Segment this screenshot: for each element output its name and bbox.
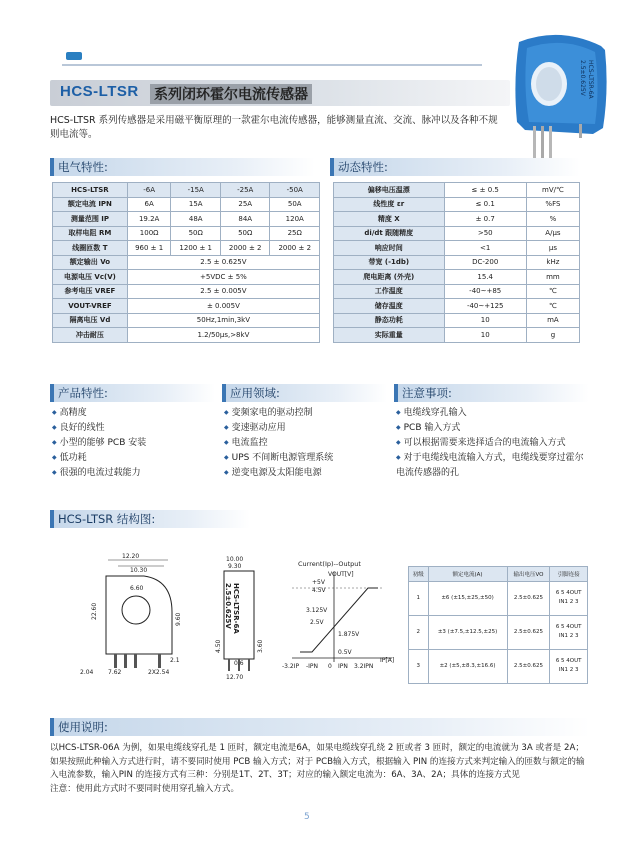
electrical-row	[53, 226, 320, 241]
graph-xtick-32ipn: 3.2IPN	[354, 663, 374, 670]
electrical-row	[53, 299, 320, 314]
dynamic-label: 实际重量	[334, 328, 445, 343]
side-label-line2: 2.5±0.625V	[224, 583, 232, 629]
dynamic-row	[334, 313, 580, 328]
dim-right-height: 9.60	[175, 612, 182, 626]
graph-xtick-negipn: -IPN	[306, 663, 319, 670]
dynamic-table	[333, 182, 580, 343]
electrical-value: 50A	[270, 197, 320, 212]
features-heading-text: 产品特性:	[58, 386, 108, 400]
features-list	[52, 406, 217, 481]
pin-row-diagram	[550, 649, 588, 683]
dynamic-row	[334, 197, 580, 212]
pin-row	[409, 615, 588, 649]
dynamic-value: DC-200	[444, 255, 526, 270]
dim-side-pin: 0.6	[234, 660, 244, 667]
electrical-row	[53, 313, 320, 328]
dynamic-value: <1	[444, 241, 526, 256]
pin-bottom-label: IN1 2 3	[558, 667, 579, 673]
electrical-row	[53, 328, 320, 343]
electrical-value: 2.5 ± 0.005V	[127, 284, 319, 299]
dynamic-unit: ℃	[526, 284, 579, 299]
pin-header-row	[409, 567, 588, 582]
dim-hole: 6.60	[130, 585, 144, 592]
dynamic-value: 15.4	[444, 270, 526, 285]
notes-heading-text: 注意事项:	[402, 386, 452, 400]
application-item: ◆ 变频家电的驱动控制	[224, 406, 389, 421]
pin-row-diagram	[550, 615, 588, 649]
electrical-row	[53, 241, 320, 256]
dynamic-heading-text: 动态特性:	[338, 160, 388, 174]
electrical-label: 冲击耐压	[53, 328, 128, 343]
pin-header-cell: 初级	[409, 567, 429, 582]
note-item: ◆ 可以根据需要来选择适合的电流输入方式	[396, 436, 586, 451]
feature-item: ◆ 低功耗	[52, 451, 217, 466]
pin-row-current: ±6 (±15,±25,±50)	[428, 581, 507, 615]
electrical-value: 120A	[270, 212, 320, 227]
header-rule	[62, 64, 482, 66]
pin-row-vout: 2.5±0.625	[507, 581, 550, 615]
dynamic-label: 工作温度	[334, 284, 445, 299]
dynamic-label: 响应时间	[334, 241, 445, 256]
electrical-value: 25Ω	[270, 226, 320, 241]
electrical-table	[52, 182, 320, 343]
electrical-row	[53, 212, 320, 227]
graph-ytick-5v: +5V	[312, 579, 325, 586]
structure-heading	[50, 510, 250, 528]
electrical-value: 6A	[127, 197, 171, 212]
product-label-line2: 2.5±0.625V	[579, 60, 586, 96]
dynamic-unit: %	[526, 212, 579, 227]
dim-pin-len: 2.1	[170, 657, 180, 664]
pin-row	[409, 649, 588, 683]
pin-bottom-label: IN1 2 3	[558, 633, 579, 639]
pin-row-number: 1	[409, 581, 429, 615]
usage-heading-text: 使用说明:	[58, 720, 108, 734]
electrical-value: 50Ω	[220, 226, 270, 241]
dynamic-label: 线性度 εr	[334, 197, 445, 212]
dynamic-label: di/dt 跟随精度	[334, 226, 445, 241]
dynamic-value: ≤ ± 0.5	[444, 183, 526, 198]
electrical-value: 1200 ± 1	[171, 241, 221, 256]
electrical-header-row	[53, 183, 320, 198]
dim-front-width: 12.20	[122, 553, 140, 560]
graph-ytick-3125v: 3.125V	[306, 607, 328, 614]
pin-row	[409, 581, 588, 615]
note-item: ◆ 电缆线穿孔输入	[396, 406, 586, 421]
pin-row-current: ±2 (±5,±8.3,±16.6)	[428, 649, 507, 683]
dynamic-row	[334, 284, 580, 299]
usage-note: 注意：使用此方式时不要同时使用穿孔输入方式。	[50, 783, 240, 794]
electrical-row	[53, 284, 320, 299]
pin-row-current: ±3 (±7.5,±12.5,±25)	[428, 615, 507, 649]
graph-ytick-45v: 4.5V	[312, 587, 326, 594]
dynamic-label: 精度 X	[334, 212, 445, 227]
graph-ytick-05v: 0.5V	[338, 649, 352, 656]
dynamic-row	[334, 212, 580, 227]
output-graph	[282, 558, 400, 672]
dynamic-unit: mV/℃	[526, 183, 579, 198]
electrical-value: 2000 ± 2	[220, 241, 270, 256]
dim-side-pinlen: 3.60	[257, 639, 264, 653]
dim-side-base: 4.50	[215, 639, 222, 653]
electrical-label: 电源电压 Vc(V)	[53, 270, 128, 285]
pin-connection-table	[408, 566, 588, 684]
dynamic-heading	[330, 158, 580, 176]
application-item: ◆ 变速驱动应用	[224, 421, 389, 436]
dynamic-unit: μs	[526, 241, 579, 256]
usage-heading	[50, 718, 590, 736]
electrical-label: VOUT-VREF	[53, 299, 128, 314]
electrical-heading	[50, 158, 315, 176]
electrical-label: 隔离电压 Vd	[53, 313, 128, 328]
graph-xtick-neg32: -3.2IP	[282, 663, 300, 670]
notes-heading	[394, 384, 589, 402]
page-number: 5	[304, 812, 310, 822]
application-item: ◆ UPS 不间断电源管理系统	[224, 451, 389, 466]
brand-logo	[66, 52, 82, 60]
dynamic-value: 10	[444, 328, 526, 343]
dynamic-row	[334, 226, 580, 241]
dynamic-row	[334, 183, 580, 198]
dim-front-inner: 10.30	[130, 567, 148, 574]
application-item: ◆ 逆变电源及太阳能电源	[224, 466, 389, 481]
electrical-header-cell: HCS-LTSR	[53, 183, 128, 198]
dynamic-row	[334, 241, 580, 256]
dynamic-unit: mm	[526, 270, 579, 285]
electrical-value: +5VDC ± 5%	[127, 270, 319, 285]
notes-list	[396, 406, 586, 480]
side-label-line1: HCS-LTSR-6A	[232, 583, 240, 634]
structure-heading-text: HCS-LTSR 结构图:	[58, 512, 156, 526]
dynamic-unit: kHz	[526, 255, 579, 270]
electrical-value: 50Ω	[171, 226, 221, 241]
electrical-value: 2000 ± 2	[270, 241, 320, 256]
product-photo	[505, 30, 615, 165]
product-model-title: HCS-LTSR	[60, 83, 139, 100]
electrical-value: 960 ± 1	[127, 241, 171, 256]
electrical-label: 取样电阻 RM	[53, 226, 128, 241]
dynamic-label: 带宽 (-1db)	[334, 255, 445, 270]
feature-item: ◆ 高精度	[52, 406, 217, 421]
product-name-title: 系列闭环霍尔电流传感器	[150, 84, 312, 104]
dynamic-row	[334, 255, 580, 270]
dim-side-bottom: 12.70	[226, 674, 244, 681]
electrical-heading-text: 电气特性:	[58, 160, 108, 174]
feature-item: ◆ 良好的线性	[52, 421, 217, 436]
usage-body	[50, 742, 590, 796]
note-item: ◆ PCB 输入方式	[396, 421, 586, 436]
electrical-value: 15A	[171, 197, 221, 212]
side-view-diagram	[200, 553, 275, 683]
electrical-row	[53, 197, 320, 212]
pin-header-cell: 输出电压VO	[507, 567, 550, 582]
electrical-value: 100Ω	[127, 226, 171, 241]
pin-top-label: 6 5 4OUT	[555, 624, 582, 630]
feature-item: ◆ 小型的能够 PCB 安装	[52, 436, 217, 451]
graph-xlabel: IP[A]	[380, 657, 395, 664]
note-item: ◆ 对于电缆线电流输入方式，电缆线要穿过霍尔电流传感器的孔	[396, 451, 586, 480]
electrical-label: 测量范围 IP	[53, 212, 128, 227]
dynamic-label: 爬电距离 (外壳)	[334, 270, 445, 285]
electrical-header-cell: -25A	[220, 183, 270, 198]
pin-header-cell: 引脚连接	[550, 567, 588, 582]
dynamic-unit: A/μs	[526, 226, 579, 241]
dynamic-unit: ℃	[526, 299, 579, 314]
applications-list	[224, 406, 389, 481]
dim-side-inner: 9.30	[228, 563, 242, 570]
dynamic-unit: mA	[526, 313, 579, 328]
dynamic-value: -40~+85	[444, 284, 526, 299]
dynamic-value: 10	[444, 313, 526, 328]
dynamic-row	[334, 328, 580, 343]
graph-xtick-0: 0	[328, 663, 332, 670]
dim-pin-pitch: 2X2.54	[148, 669, 170, 676]
dynamic-row	[334, 299, 580, 314]
applications-heading	[222, 384, 387, 402]
electrical-value: 2.5 ± 0.625V	[127, 255, 319, 270]
dim-pin-offset: 2.04	[80, 669, 94, 676]
pin-row-vout: 2.5±0.625	[507, 649, 550, 683]
electrical-value: 50Hz,1min,3kV	[127, 313, 319, 328]
electrical-value: 48A	[171, 212, 221, 227]
applications-heading-text: 应用领域:	[230, 386, 280, 400]
graph-ytick-1875v: 1.875V	[338, 631, 360, 638]
dynamic-label: 静态功耗	[334, 313, 445, 328]
application-item: ◆ 电流监控	[224, 436, 389, 451]
electrical-header-cell: -50A	[270, 183, 320, 198]
pin-row-vout: 2.5±0.625	[507, 615, 550, 649]
electrical-row	[53, 255, 320, 270]
front-view-diagram	[78, 550, 188, 680]
pin-bottom-label: IN1 2 3	[558, 599, 579, 605]
pin-row-number: 2	[409, 615, 429, 649]
graph-xtick-ipn: IPN	[338, 663, 348, 670]
electrical-label: 参考电压 VREF	[53, 284, 128, 299]
electrical-header-cell: -15A	[171, 183, 221, 198]
features-heading	[50, 384, 215, 402]
dynamic-value: ± 0.7	[444, 212, 526, 227]
electrical-label: 线圈匝数 T	[53, 241, 128, 256]
dim-pin-span: 7.62	[108, 669, 122, 676]
dynamic-value: >50	[444, 226, 526, 241]
electrical-value: 1.2/50μs,>8kV	[127, 328, 319, 343]
graph-ytick-25v: 2.5V	[310, 619, 324, 626]
dynamic-value: -40~+125	[444, 299, 526, 314]
pin-row-diagram	[550, 581, 588, 615]
pin-top-label: 6 5 4OUT	[555, 590, 582, 596]
usage-paragraph: 以HCS-LTSR-06A 为例，如果电缆线穿孔是 1 匝时，额定电流是6A，如果电缆线穿孔绕 2 匝或者 3 匝时，额定的电流就为 3A 或者是 2A；如果按照此种输入方式进行时，请不要同时使用 PCB 输入方式；对于 PCB输入方式，根据输入 PIN 的连接方式来判定输入的匝数与额定的输入电流参数，输入PIN 的连接方式有三种：分别是1T、2T、3T；对应的输入额定电流为：6A、3A、2A；具体的连接方式见	[50, 743, 585, 780]
dynamic-unit: g	[526, 328, 579, 343]
dynamic-value: ≤ 0.1	[444, 197, 526, 212]
pin-top-label: 6 5 4OUT	[555, 658, 582, 664]
graph-title: Current(Ip)--Output	[298, 560, 361, 568]
dynamic-row	[334, 270, 580, 285]
pin-header-cell: 额定电流(A)	[428, 567, 507, 582]
dim-side-width: 10.00	[226, 556, 244, 563]
electrical-row	[53, 270, 320, 285]
dynamic-unit: %FS	[526, 197, 579, 212]
electrical-label: 额定电流 IPN	[53, 197, 128, 212]
electrical-value: ± 0.005V	[127, 299, 319, 314]
graph-ylabel: VOUT[V]	[328, 571, 354, 578]
electrical-label: 额定输出 Vo	[53, 255, 128, 270]
dynamic-label: 储存温度	[334, 299, 445, 314]
electrical-value: 19.2A	[127, 212, 171, 227]
electrical-value: 25A	[220, 197, 270, 212]
dim-front-height: 22.60	[91, 602, 98, 620]
product-label-line1: HCS-LTSR-6A	[587, 60, 594, 99]
intro-paragraph: HCS-LTSR 系列传感器是采用磁平衡原理的一款霍尔电流传感器，能够测量直流、交流、脉冲以及各种不规则电流等。	[50, 115, 498, 140]
dynamic-label: 偏移电压温漂	[334, 183, 445, 198]
electrical-header-cell: -6A	[127, 183, 171, 198]
feature-item: ◆ 很强的电流过载能力	[52, 466, 217, 481]
pin-row-number: 3	[409, 649, 429, 683]
electrical-value: 84A	[220, 212, 270, 227]
